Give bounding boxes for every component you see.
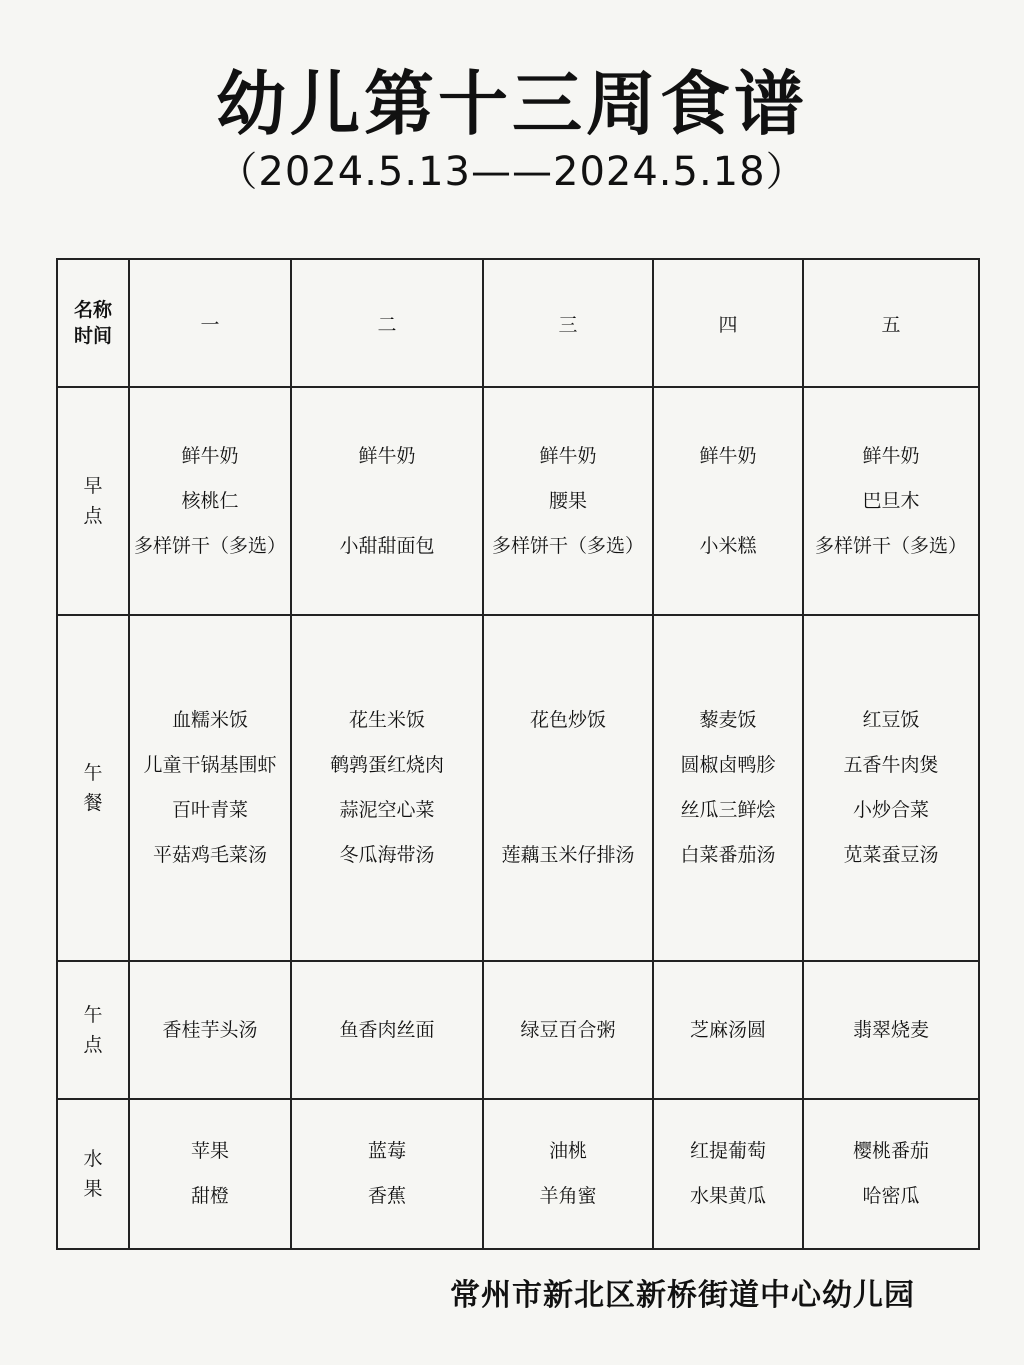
- menu-item: 鲜牛奶: [862, 444, 920, 467]
- menu-item: 腰果: [548, 489, 587, 512]
- menu-item: 花色炒饭: [529, 709, 606, 731]
- menu-cell: [803, 961, 979, 1099]
- row-label-char: 点: [83, 1034, 103, 1056]
- row-label-char: 点: [83, 505, 103, 527]
- menu-item: 香桂芋头汤: [162, 1018, 258, 1041]
- menu-cell: [653, 961, 803, 1099]
- menu-item: 哈密瓜: [862, 1185, 920, 1207]
- menu-item: 甜橙: [190, 1185, 229, 1207]
- menu-item: 核桃仁: [181, 489, 239, 512]
- header-row: [57, 259, 979, 387]
- corner-cell: [57, 259, 129, 387]
- menu-item: 血糯米饭: [171, 709, 248, 731]
- menu-item: 冬瓜海带汤: [339, 844, 435, 866]
- menu-item: 樱桃番茄: [852, 1140, 929, 1162]
- menu-item: 藜麦饭: [699, 709, 757, 731]
- row-label: [57, 615, 129, 961]
- menu-item: 丝瓜三鲜烩: [680, 799, 776, 821]
- day-header: 四: [653, 259, 803, 387]
- menu-item: 莲藕玉米仔排汤: [501, 844, 635, 866]
- menu-cell: [129, 387, 291, 615]
- menu-item: 儿童干锅基围虾: [143, 754, 277, 776]
- menu-cell: [803, 387, 979, 615]
- menu-item: 苹果: [190, 1140, 229, 1162]
- day-header: 五: [803, 259, 979, 387]
- menu-item: 油桃: [548, 1140, 587, 1162]
- page-title: 幼儿第十三周食谱: [216, 63, 808, 145]
- corner-top-label: 名称: [73, 299, 112, 321]
- menu-item: 五香牛肉煲: [843, 754, 939, 776]
- menu-item: 鲜牛奶: [539, 444, 597, 467]
- menu-item: 平菇鸡毛菜汤: [152, 844, 267, 866]
- menu-cell: [291, 1099, 483, 1249]
- menu-cell: [291, 961, 483, 1099]
- date-range: （2024.5.13——2024.5.18）: [217, 149, 807, 195]
- menu-item: 鹌鹑蛋红烧肉: [329, 754, 444, 776]
- menu-item: 鲜牛奶: [358, 444, 416, 467]
- menu-item: 蓝莓: [367, 1140, 406, 1162]
- snack-row: [57, 961, 979, 1099]
- menu-item: 蒜泥空心菜: [339, 799, 435, 821]
- row-label-char: 水: [83, 1148, 103, 1170]
- menu-cell: [803, 1099, 979, 1249]
- fruit-row: [57, 1099, 979, 1249]
- menu-item: 羊角蜜: [539, 1185, 597, 1207]
- menu-cell: [483, 387, 653, 615]
- row-label-char: 早: [83, 475, 103, 497]
- day-header: 二: [291, 259, 483, 387]
- menu-cell: [653, 387, 803, 615]
- menu-item: 巴旦木: [862, 489, 920, 512]
- corner-bottom-label: 时间: [73, 325, 112, 347]
- menu-item: 苋菜蚕豆汤: [843, 844, 939, 866]
- row-label: [57, 961, 129, 1099]
- menu-item: 小甜甜面包: [339, 534, 435, 557]
- menu-item: 红豆饭: [862, 709, 920, 731]
- menu-item: 绿豆百合粥: [520, 1018, 616, 1041]
- row-label-char: 午: [83, 1004, 103, 1026]
- menu-item: 白菜番茄汤: [680, 844, 776, 866]
- row-label-char: 果: [83, 1178, 103, 1200]
- menu-item: 小炒合菜: [852, 799, 929, 821]
- row-label-char: 餐: [83, 792, 103, 814]
- menu-item: 花生米饭: [348, 709, 425, 731]
- day-header: 一: [129, 259, 291, 387]
- menu-item: 多样饼干（多选）: [814, 534, 967, 557]
- menu-cell: [483, 961, 653, 1099]
- menu-item: 红提葡萄: [689, 1140, 766, 1162]
- breakfast-row: [57, 387, 979, 615]
- menu-item: 小米糕: [699, 534, 757, 557]
- menu-item: 多样饼干（多选）: [133, 534, 286, 557]
- school-name: 常州市新北区新桥街道中心幼儿园: [450, 1278, 915, 1313]
- menu-table: [56, 258, 980, 1250]
- menu-item: 多样饼干（多选）: [491, 534, 644, 557]
- menu-item: 鱼香肉丝面: [339, 1018, 435, 1041]
- menu-item: 香蕉: [367, 1185, 406, 1207]
- menu-item: 鲜牛奶: [699, 444, 757, 467]
- lunch-row: [57, 615, 979, 961]
- menu-cell: [803, 615, 979, 961]
- menu-item: 鲜牛奶: [181, 444, 239, 467]
- menu-cell: [483, 615, 653, 961]
- menu-cell: [483, 1099, 653, 1249]
- menu-item: 芝麻汤圆: [689, 1018, 766, 1041]
- menu-cell: [129, 1099, 291, 1249]
- menu-cell: [129, 615, 291, 961]
- menu-cell: [653, 615, 803, 961]
- menu-item: 水果黄瓜: [689, 1185, 766, 1207]
- menu-item: 翡翠烧麦: [852, 1018, 929, 1041]
- row-label: [57, 387, 129, 615]
- row-label: [57, 1099, 129, 1249]
- menu-item: 圆椒卤鸭胗: [680, 754, 776, 776]
- day-header: 三: [483, 259, 653, 387]
- menu-item: 百叶青菜: [171, 799, 248, 821]
- menu-cell: [291, 387, 483, 615]
- menu-cell: [653, 1099, 803, 1249]
- menu-cell: [129, 961, 291, 1099]
- menu-cell: [291, 615, 483, 961]
- row-label-char: 午: [83, 762, 103, 784]
